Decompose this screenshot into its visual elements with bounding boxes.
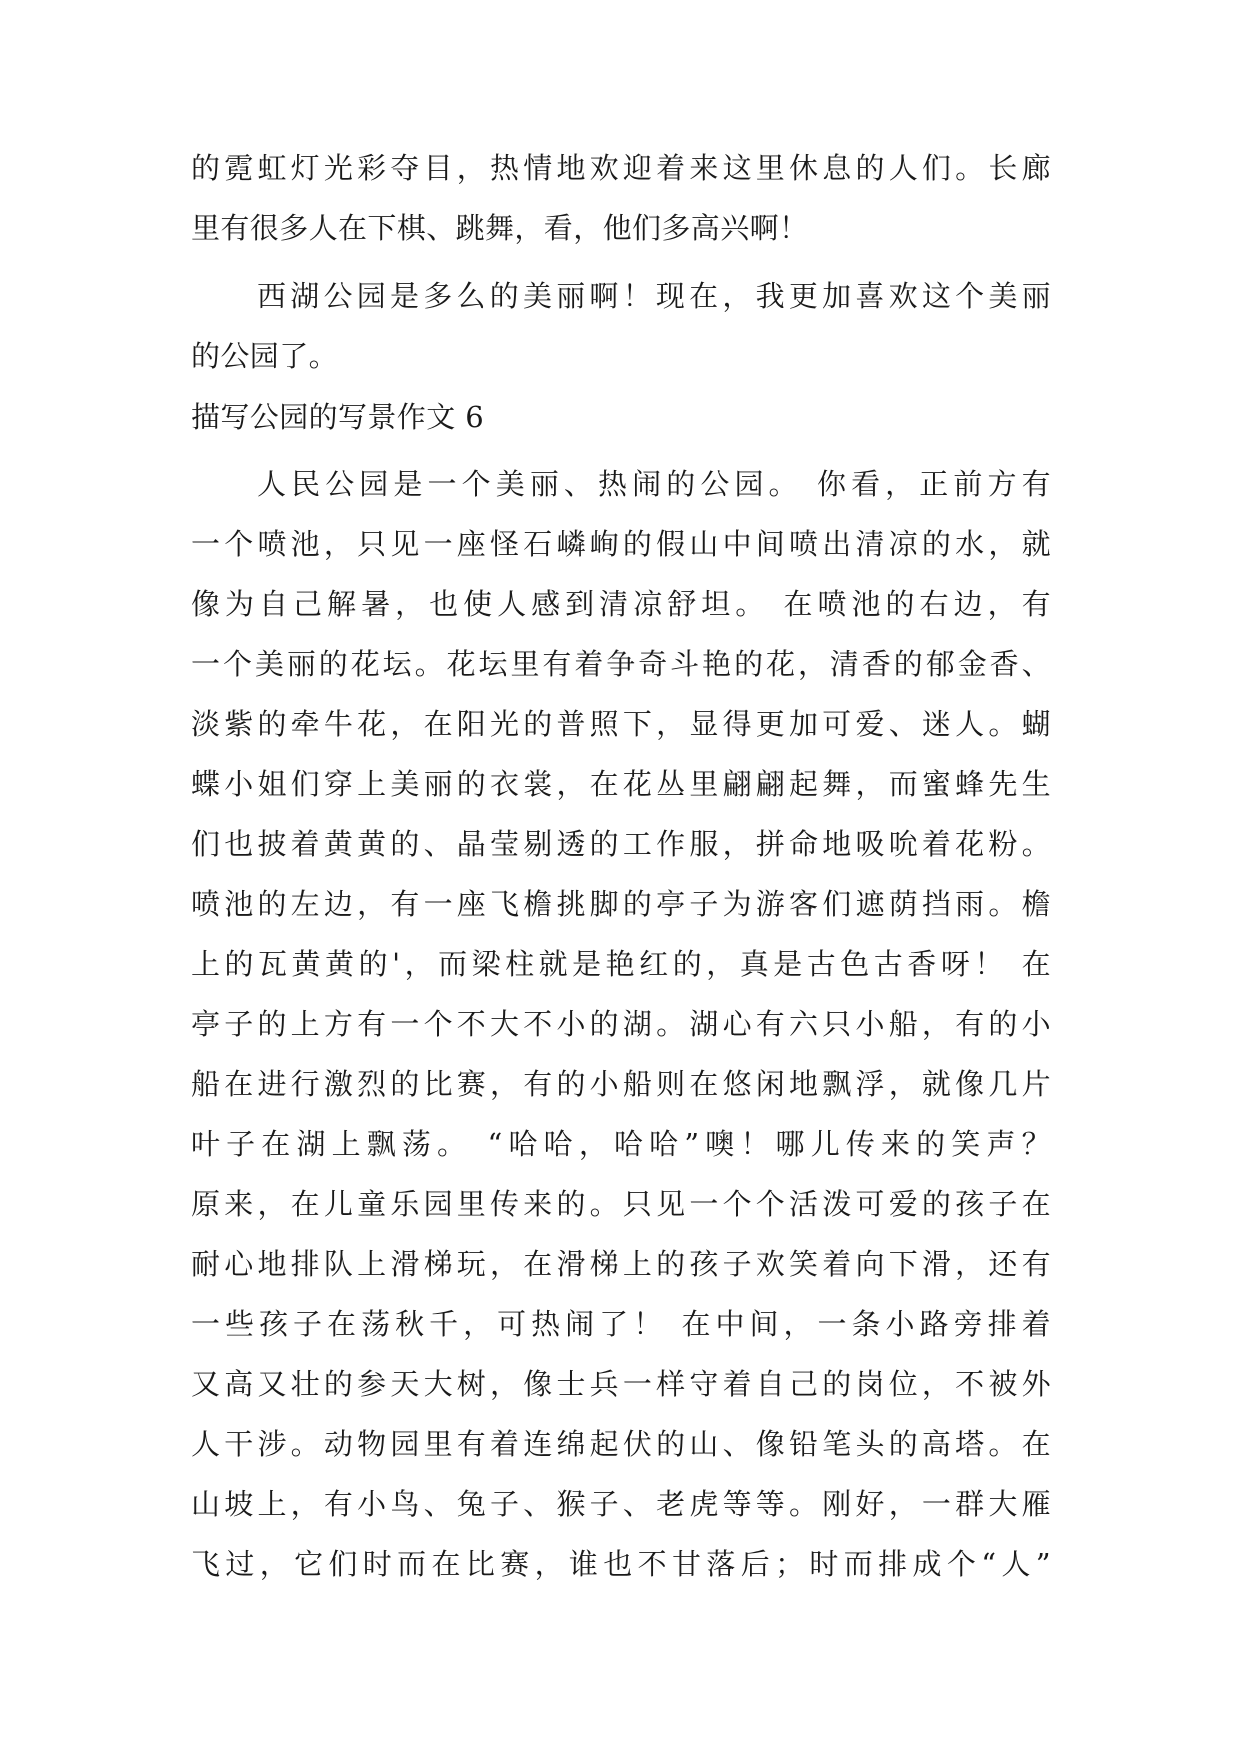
text-line: 山坡上，有小鸟、兔子、猴子、老虎等等。刚好，一群大雁 (191, 1487, 1051, 1521)
text-line: 上的瓦黄黄的'，而梁柱就是艳红的，真是古色古香呀！ 在 (191, 947, 1051, 981)
text-line: 耐心地排队上滑梯玩，在滑梯上的孩子欢笑着向下滑，还有 (191, 1247, 1051, 1281)
text-line: 喷池的左边，有一座飞檐挑脚的亭子为游客们遮荫挡雨。檐 (191, 887, 1051, 921)
section-heading: 描写公园的写景作文 6 (191, 400, 485, 434)
text-line: 叶子在湖上飘荡。 “哈哈，哈哈”噢！哪儿传来的笑声？ (191, 1127, 1051, 1161)
text-line: 的公园了。 (191, 339, 339, 373)
text-line: 蝶小姐们穿上美丽的衣裳，在花丛里翩翩起舞，而蜜蜂先生 (191, 767, 1051, 801)
paragraph-start-line: 西湖公园是多么的美丽啊！现在，我更加喜欢这个美丽 (257, 279, 1051, 313)
paragraph-start-line: 人民公园是一个美丽、热闹的公园。 你看，正前方有 (257, 467, 1051, 501)
text-line: 原来，在儿童乐园里传来的。只见一个个活泼可爱的孩子在 (191, 1187, 1051, 1221)
text-line: 船在进行激烈的比赛，有的小船则在悠闲地飘浮，就像几片 (191, 1067, 1051, 1101)
text-line: 飞过，它们时而在比赛，谁也不甘落后；时而排成个“人” (191, 1547, 1051, 1581)
text-line: 里有很多人在下棋、跳舞，看，他们多高兴啊！ (191, 211, 809, 245)
text-line: 亭子的上方有一个不大不小的湖。湖心有六只小船，有的小 (191, 1007, 1051, 1041)
text-line: 们也披着黄黄的、晶莹剔透的工作服，拼命地吸吮着花粉。 (191, 827, 1051, 861)
text-line: 人干涉。动物园里有着连绵起伏的山、像铅笔头的高塔。在 (191, 1427, 1051, 1461)
text-line: 一个喷池，只见一座怪石嶙峋的假山中间喷出清凉的水，就 (191, 527, 1051, 561)
text-line: 淡紫的牵牛花，在阳光的普照下，显得更加可爱、迷人。蝴 (191, 707, 1051, 741)
text-line: 一些孩子在荡秋千，可热闹了！ 在中间，一条小路旁排着 (191, 1307, 1051, 1341)
text-line: 又高又壮的参天大树，像士兵一样守着自己的岗位，不被外 (191, 1367, 1051, 1401)
text-line: 像为自己解暑，也使人感到清凉舒坦。 在喷池的右边，有 (191, 587, 1051, 621)
text-line: 一个美丽的花坛。花坛里有着争奇斗艳的花，清香的郁金香、 (191, 647, 1051, 681)
text-line: 的霓虹灯光彩夺目，热情地欢迎着来这里休息的人们。长廊 (191, 151, 1051, 185)
